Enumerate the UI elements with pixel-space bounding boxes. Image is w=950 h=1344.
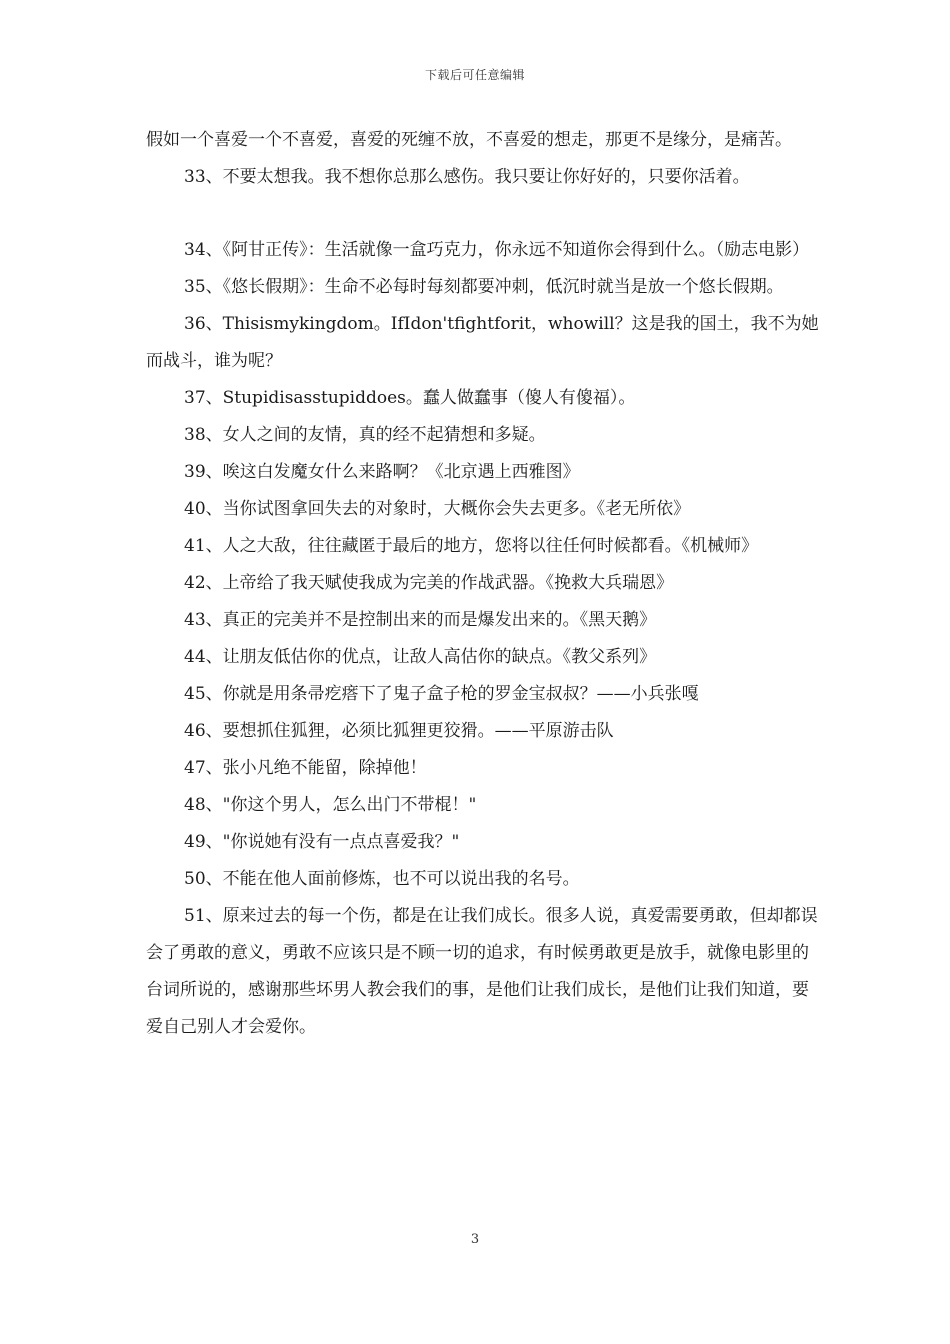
paragraph-43: 43、真正的完美并不是控制出来的而是爆发出来的。《黑天鹅》 bbox=[184, 610, 657, 630]
paragraph-33: 33、不要太想我。我不想你总那么感伤。我只要让你好好的，只要你活着。 bbox=[184, 167, 750, 187]
paragraph-38: 38、女人之间的友情，真的经不起猜想和多疑。 bbox=[184, 425, 546, 445]
paragraph-35: 35、《悠长假期》：生命不必每时每刻都要冲刺，低沉时就当是放一个悠长假期。 bbox=[184, 277, 784, 297]
paragraph-44: 44、让朋友低估你的优点，让敌人高估你的缺点。《教父系列》 bbox=[184, 647, 657, 667]
document-body bbox=[146, 122, 822, 1046]
paragraph-40: 40、当你试图拿回失去的对象时，大概你会失去更多。《老无所依》 bbox=[184, 499, 691, 519]
paragraph-50: 50、不能在他人面前修炼，也不可以说出我的名号。 bbox=[184, 869, 580, 889]
paragraph-41: 41、人之大敌，往往藏匿于最后的地方，您将以往任何时候都看。《机械师》 bbox=[184, 536, 759, 556]
page-header: 下载后可任意编辑 bbox=[424, 68, 525, 82]
paragraph-37: 37、Stupidisasstupiddoes。蠢人做蠢事（傻人有傻福）。 bbox=[184, 388, 636, 408]
paragraph-45: 45、你就是用条帚疙瘩下了鬼子盒子枪的罗金宝叔叔？——小兵张嘎 bbox=[184, 684, 699, 704]
paragraph-48: 48、"你这个男人，怎么出门不带棍！" bbox=[184, 795, 477, 815]
paragraph-42: 42、上帝给了我天赋使我成为完美的作战武器。《挽救大兵瑞恩》 bbox=[184, 573, 674, 593]
paragraph-49: 49、"你说她有没有一点点喜爱我？" bbox=[184, 832, 460, 852]
paragraph-47: 47、张小凡绝不能留，除掉他！ bbox=[184, 758, 427, 778]
paragraph-36: 36、Thisismykingdom。IfIdon'tfightforit，whowill？这是我的国土，我不为她而战斗，谁为呢？ bbox=[146, 314, 819, 371]
paragraph-39: 39、唉这白发魔女什么来路啊？《北京遇上西雅图》 bbox=[184, 462, 580, 482]
paragraph-34: 34、《阿甘正传》：生活就像一盒巧克力，你永远不知道你会得到什么。（励志电影） bbox=[184, 240, 810, 260]
paragraph-46: 46、要想抓住狐狸，必须比狐狸更狡猾。——平原游击队 bbox=[184, 721, 614, 741]
page-number: 3 bbox=[470, 1232, 480, 1247]
paragraph-continuation: 假如一个喜爱一个不喜爱，喜爱的死缠不放，不喜爱的想走，那更不是缘分，是痛苦。 bbox=[146, 130, 792, 150]
paragraph-51: 51、原来过去的每一个伤，都是在让我们成长。很多人说，真爱需要勇敢，但却都误会了勇敢的意义，勇敢不应该只是不顾一切的追求，有时候勇敢更是放手，就像电影里的台词所说的，感谢那些坏男人教会我们的事，是他们让我们成长，是他们让我们知道，要爱自己别人才会爱你。 bbox=[146, 906, 818, 1037]
